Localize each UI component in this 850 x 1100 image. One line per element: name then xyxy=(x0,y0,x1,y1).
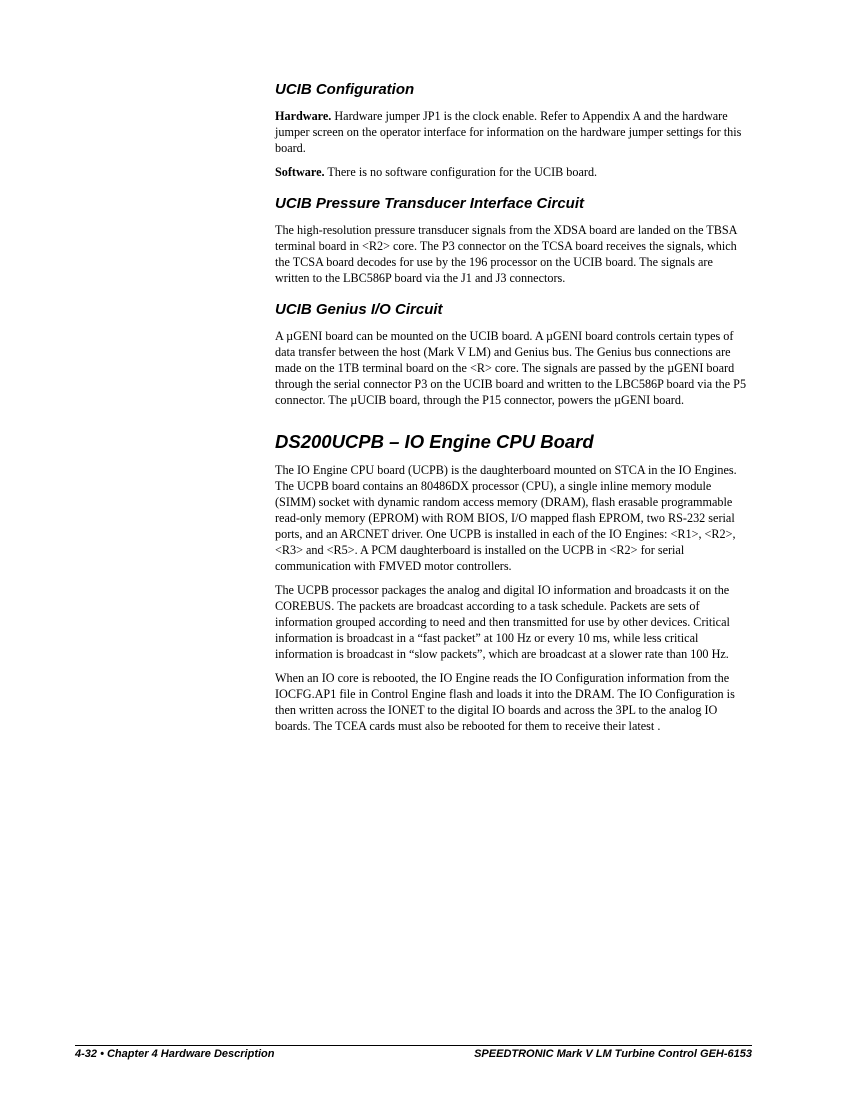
page-footer xyxy=(75,1045,752,1060)
paragraph-genius: A µGENI board can be mounted on the UCIB board. A µGENI board controls certain types of data transfer between the host (Mark V LM) and Genius bus. The Genius bus connections are made on the 1TB terminal board on the <R> core. The signals are passed by the µGENI board through the serial connector P3 on the UCIB board and written to the LBC586P board via the P5 connector. The µUCIB board, through the P15 connector, powers the µGENI board. xyxy=(275,329,747,407)
paragraph-ucpb-3: When an IO core is rebooted, the IO Engine reads the IO Configuration information from the IOCFG.AP1 file in Control Engine flash and loads it into the DRAM. The IO Configuration is then written across the IONET to the digital IO boards and across the 3PL to the analog IO boards. The TCEA cards must also be rebooted for them to receive their latest . xyxy=(275,671,735,733)
section-ucib-configuration xyxy=(275,80,750,180)
paragraph-software xyxy=(275,164,750,180)
section-ucib-pressure xyxy=(275,194,750,286)
paragraph-hardware xyxy=(275,108,750,156)
lead-hardware: Hardware. xyxy=(275,109,332,123)
paragraph-ucpb-1: The IO Engine CPU board (UCPB) is the daughterboard mounted on STCA in the IO Engines. The UCPB board contains an 80486DX processor (CPU), a single inline memory module (SIMM) socket with dynamic random access memory (DRAM), flash erasable programmable read-only memory (EPROM) with ROM BIOS, I/O mapped flash EPROM, two RS-232 serial ports, and an ARCNET driver. One UCPB is installed in each of the IO Engines: <R1>, <R2>, <R3> and <R5>. A PCM daughterboard is installed on the UCPB in <R2> for serial communication with FMVED motor controllers. xyxy=(275,463,737,573)
page-content xyxy=(275,78,750,742)
footer-right: SPEEDTRONIC Mark V LM Turbine Control GEH-6153 xyxy=(474,1048,752,1060)
footer-left: 4-32 • Chapter 4 Hardware Description xyxy=(75,1048,275,1060)
heading-ucib-genius: UCIB Genius I/O Circuit xyxy=(275,301,443,318)
paragraph-pressure: The high-resolution pressure transducer signals from the XDSA board are landed on the TBSA terminal board in <R2> core. The P3 connector on the TCSA board receives the signals, which the TCSA board decodes for use by the 196 processor on the UCIB board. The signals are written to the LBC586P board via the J1 and J3 connectors. xyxy=(275,223,737,285)
heading-ucpb: DS200UCPB – IO Engine CPU Board xyxy=(275,431,594,452)
text-software: There is no software configuration for the UCIB board. xyxy=(324,165,598,179)
lead-software: Software. xyxy=(275,165,325,179)
heading-ucib-configuration: UCIB Configuration xyxy=(275,81,415,98)
heading-ucib-pressure: UCIB Pressure Transducer Interface Circuit xyxy=(275,195,585,212)
section-ucib-genius xyxy=(275,300,750,408)
text-hardware: Hardware jumper JP1 is the clock enable. Refer to Appendix A and the hardware jumper screen on the operator interface for information on the hardware jumper settings for this board. xyxy=(275,109,742,155)
paragraph-ucpb-2: The UCPB processor packages the analog and digital IO information and broadcasts it on the COREBUS. The packets are broadcast according to a task schedule. Packets are sets of information grouped according to need and then transmitted for use by other devices. Critical information is broadcast in a “fast packet” at 100 Hz or every 10 ms, while less critical information is broadcast in “slow packets”, which are broadcast at a slower rate than 100 Hz. xyxy=(275,583,730,661)
